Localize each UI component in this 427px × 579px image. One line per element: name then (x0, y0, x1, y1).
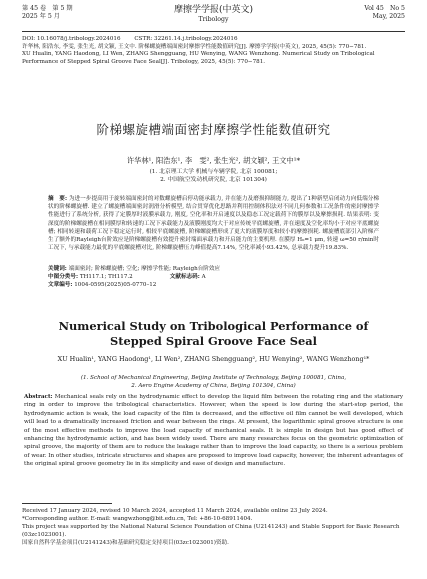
authors-en: XU Hualin¹, YANG Haodong¹, LI Wen², ZHANG Shengguang², HU Wenying², WANG Wenzhong¹* (57, 355, 370, 363)
keywords-cn-text: 端面密封; 阶梯螺旋槽; 空化; 摩擦学性能; Rayleigh台阶效应 (68, 266, 221, 272)
abstract-cn (48, 195, 379, 252)
title-en-line-2: Stepped Spiral Groove Face Seal (110, 334, 317, 348)
classification-line (48, 273, 379, 289)
abstract-en-label: Abstract: (24, 394, 53, 400)
keywords-cn (48, 265, 379, 273)
header-date-en: May, 2025 (372, 13, 405, 20)
journal-name-en: Tribology (198, 16, 229, 23)
header-rule (22, 31, 405, 32)
footnotes (22, 507, 405, 547)
doc-code-label: 文献标志码: (169, 274, 200, 280)
header-volume-en: Vol 45 No 5 (364, 5, 405, 12)
affiliations-cn (0, 168, 427, 184)
header-right (364, 5, 405, 21)
footnote-received: Received 17 January 2024, revised 10 March 2024, accepted 11 March 2024, available online 23 July 2024. (22, 508, 328, 514)
authors-cn: 许华林¹, 阳浩东¹, 李 雯², 张生光², 胡文颖², 王文中¹* (126, 156, 301, 165)
affiliation-cn-1: (1. 北京理工大学 机械与车辆学院, 北京 100081; (149, 169, 278, 175)
header-date-cn: 2025 年 5 月 (22, 13, 60, 20)
doi-line (22, 36, 405, 44)
affiliation-en-2: 2. Aero Engine Academy of China, Beijing 101304, China) (131, 383, 296, 389)
affiliation-cn-2: 2. 中国航空发动机研究院, 北京 101304) (160, 177, 267, 183)
doc-code-value: A (201, 274, 206, 280)
article-meta (22, 36, 405, 66)
citation-en: XU Hualin, YANG Haodong, LI Wen, ZHANG Shengguang, HU Wenying, WANG Wenzhong. Numerical Study on Tribological Performance of Stepped Spiral Groove Face Seal[J]. Tribology, 2025, 45(5): 770−781. (22, 51, 375, 65)
affiliation-en-1: (1. School of Mechanical Engineering, Beijing Institute of Technology, Beijing 100081, China, (80, 375, 347, 381)
abstract-en-text: Mechanical seals rely on the hydrodynamic effect to develop the liquid film between the rotating ring and the stationary ring in order to improve the tribological characteristics. However, when the speed is low during the start-stop period, the hydrodynamic action is weak, the load capacity of the film is decreased, and the effective oil film cannot be well developed, which will lead to a dramatically increased friction and wear between the rings. At present, the logarithmic spiral groove structure is one of the most effective methods to improve the load capacity of mechanical seals. It is simple in design but has good effect of enhancing the hydrodynamic action, and has been widely used. There are many researches focus on the geometric optimization of spiral groove, the majority of them are to reduce the leakage rather than to improve the load capacity, so there is a serious problem of wear. In other studies, intricate structures and shapes are proposed to improve load capacity, however, the inherent advantages of the original spiral groove geometry lie in its simplicity and ease of design and manufacture. (24, 394, 403, 468)
article-number-label: 文章编号: (48, 282, 73, 288)
abstract-cn-text: 为进一步提高用于旋转端面密封的对数螺旋槽启停功能承载力, 并在能力及磨损抑制能力, 提出了1种新型启闭动力向低端分梯状的阶梯螺旋槽. 建立了螺旋槽端面密封润滑分析模型, 结合贯穿优化思路并利用控制体积法对不同几何参数和工况条件的密封摩擦学性能进行了系统分析, 获得了定膜厚时液膜承载力, 刚度, 空化率和开启速度以及稳态工况定载荷下的膜厚以及摩擦损耗. 结果表明: 变深度的阶梯螺旋槽在相同膜厚和转速的工况下承载能力及液膜刚度均大于对应传统平底螺旋槽, 并在速度及空化率均小于对应平底螺旋槽; 相同转速和载荷工况下稳定运行时, 相较平底螺旋槽, 阶梯螺旋槽形成了更大的液膜厚度和较小的摩擦损耗. 螺旋槽底部引入阶梯产生了额外的Rayleigh台阶效应是阶梯螺旋槽有效提升密封端面承载力和开启能力的主要机理. 在膜厚 H₀=1 μm, 转速 ω=50 r/min时工况下, 与承载能力最优的平底螺旋槽对比, 阶梯螺旋槽压力峰值提高7.14%, 空化率减小93.42%, 总承载力提升19.83%. (48, 196, 379, 252)
article-number-value: 1004-0595(2025)05-0770–12 (74, 282, 157, 288)
footnote-funding-cn: 国家自然科学基金项目(U2141243)和基础研究稳定支持项目(03zc1023001)资助. (22, 540, 229, 547)
abstract-cn-label: 摘 要: (48, 196, 68, 202)
affiliations-en (0, 374, 427, 390)
footnote-funding-en: This project was supported by the National Natural Science Foundation of China (U2141243) and Stable Support for Basic Research (03zc1023001). (22, 524, 400, 539)
citation-cn: 许华林, 阳浩东, 李雯, 张生光, 胡文颖, 王文中. 阶梯螺旋槽端面密封摩擦学性能数值研究[J]. 摩擦学学报(中英文), 2025, 45(5): 770−781. (22, 43, 367, 50)
abstract-en (24, 393, 403, 469)
footnote-corresponding: *Corresponding author. E-mail: wangwzhong@bit.edu.cn, Tel: +86-10-68911404. (22, 516, 253, 523)
journal-name-cn: 摩擦学学报(中英文) (173, 5, 254, 15)
header-volume-cn: 第 45 卷 第 5 期 (22, 5, 73, 12)
title-cn: 阶梯螺旋槽端面密封摩擦学性能数值研究 (96, 122, 331, 137)
doi[interactable]: DOI: 10.16078/j.tribology.2024016 (22, 36, 121, 42)
keywords-cn-label: 关键词: (48, 266, 67, 272)
title-en (0, 319, 427, 349)
footnote-rule (22, 503, 112, 504)
clc-value: TH117.1; TH117.2 (79, 274, 133, 280)
title-en-line-1: Numerical Study on Tribological Performance of (58, 319, 369, 333)
running-header (22, 5, 405, 31)
header-center (22, 5, 405, 24)
cstr: CSTR: 32261.14.j.tribology.2024016 (134, 36, 238, 42)
clc-label: 中图分类号: (48, 274, 79, 280)
